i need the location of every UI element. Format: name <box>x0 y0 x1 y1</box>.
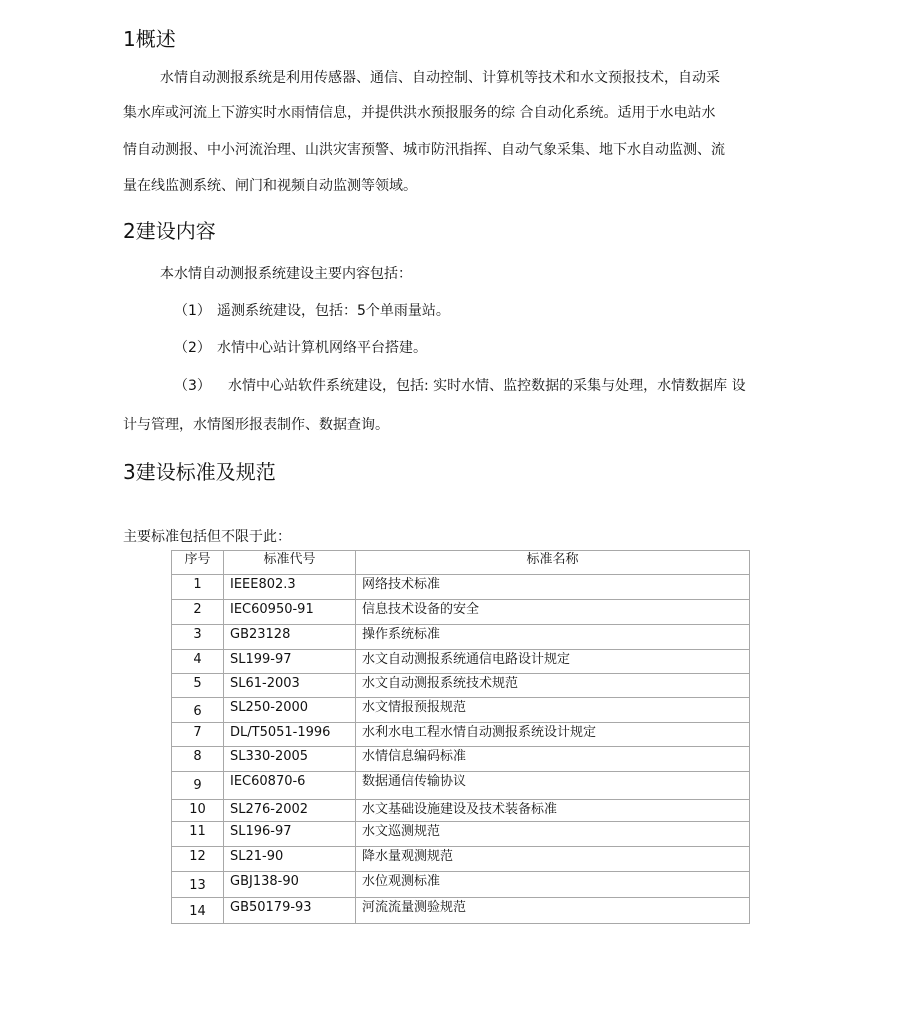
table-row <box>172 625 750 650</box>
standards-table <box>171 550 750 924</box>
table-row <box>172 898 750 924</box>
table-row <box>172 847 750 872</box>
table-row <box>172 698 750 723</box>
table-header-row <box>172 551 750 575</box>
row-code: SL196-97 <box>224 822 356 847</box>
row-name: 数据通信传输协议 <box>356 772 750 800</box>
row-code: IEC60870-6 <box>224 772 356 800</box>
header-code: 标准代号 <box>224 551 356 575</box>
row-name: 水文巡测规范 <box>356 822 750 847</box>
row-index: 4 <box>172 650 224 674</box>
table-row <box>172 772 750 800</box>
header-index: 序号 <box>172 551 224 575</box>
row-name: 操作系统标准 <box>356 625 750 650</box>
row-name: 信息技术设备的安全 <box>356 600 750 625</box>
row-name: 水位观测标准 <box>356 872 750 898</box>
row-name: 水情信息编码标准 <box>356 747 750 772</box>
section-1-line-4: 量在线监测系统、闸门和视频自动监测等领域。 <box>123 178 417 194</box>
list-marker-3: （3） <box>174 378 211 394</box>
row-name: 水文自动测报系统技术规范 <box>356 674 750 698</box>
row-code: SL276-2002 <box>224 800 356 822</box>
section-1-line-3: 情自动测报、中小河流治理、山洪灾害预警、城市防汛指挥、自动气象采集、地下水自动监测、流 <box>123 142 725 158</box>
list-item-3-continuation: 计与管理，水情图形报表制作、数据查询。 <box>123 417 389 433</box>
row-code: DL/T5051-1996 <box>224 723 356 747</box>
row-code: SL250-2000 <box>224 698 356 723</box>
list-marker-2: （2） <box>174 340 211 356</box>
row-name: 水利水电工程水情自动测报系统设计规定 <box>356 723 750 747</box>
table-intro: 主要标准包括但不限于此： <box>123 529 291 545</box>
row-index: 6 <box>172 698 224 723</box>
list-item-2: 水情中心站计算机网络平台搭建。 <box>217 340 427 356</box>
row-index: 11 <box>172 822 224 847</box>
table-row <box>172 723 750 747</box>
section-1-line-2: 集水库或河流上下游实时水雨情信息，并提供洪水预报服务的综 合自动化系统。适用于水电站水 <box>123 105 716 121</box>
table-row <box>172 600 750 625</box>
row-index: 7 <box>172 723 224 747</box>
section-3-heading: 3建设标准及规范 <box>123 460 276 484</box>
row-index: 14 <box>172 898 224 924</box>
row-index: 2 <box>172 600 224 625</box>
table-row <box>172 575 750 600</box>
row-index: 8 <box>172 747 224 772</box>
row-code: SL199-97 <box>224 650 356 674</box>
section-1-heading: 1概述 <box>123 27 176 51</box>
table-row <box>172 674 750 698</box>
header-name: 标准名称 <box>356 551 750 575</box>
row-index: 12 <box>172 847 224 872</box>
row-name: 河流流量测验规范 <box>356 898 750 924</box>
row-name: 水文自动测报系统通信电路设计规定 <box>356 650 750 674</box>
row-name: 水文基础设施建设及技术装备标准 <box>356 800 750 822</box>
table-row <box>172 650 750 674</box>
table-row <box>172 747 750 772</box>
row-name: 网络技术标准 <box>356 575 750 600</box>
list-marker-1: （1） <box>174 303 211 319</box>
row-code: GBJ138-90 <box>224 872 356 898</box>
section-2-heading: 2建设内容 <box>123 219 216 243</box>
row-index: 9 <box>172 772 224 800</box>
row-index: 5 <box>172 674 224 698</box>
row-code: SL61-2003 <box>224 674 356 698</box>
row-code: IEEE802.3 <box>224 575 356 600</box>
table-row <box>172 800 750 822</box>
list-item-3: 水情中心站软件系统建设，包括: 实时水情、监控数据的采集与处理，水情数据库 设 <box>228 378 746 394</box>
row-code: SL330-2005 <box>224 747 356 772</box>
row-index: 1 <box>172 575 224 600</box>
row-code: SL21-90 <box>224 847 356 872</box>
section-2-intro: 本水情自动测报系统建设主要内容包括： <box>160 266 412 282</box>
row-code: GB50179-93 <box>224 898 356 924</box>
row-name: 降水量观测规范 <box>356 847 750 872</box>
row-code: GB23128 <box>224 625 356 650</box>
row-index: 13 <box>172 872 224 898</box>
section-1-line-1: 水情自动测报系统是利用传感器、通信、自动控制、计算机等技术和水文预报技术，自动采 <box>160 70 720 86</box>
row-index: 3 <box>172 625 224 650</box>
table-row <box>172 872 750 898</box>
row-name: 水文情报预报规范 <box>356 698 750 723</box>
table-row <box>172 822 750 847</box>
list-item-1: 遥测系统建设，包括：5个单雨量站。 <box>217 303 450 319</box>
row-index: 10 <box>172 800 224 822</box>
row-code: IEC60950-91 <box>224 600 356 625</box>
